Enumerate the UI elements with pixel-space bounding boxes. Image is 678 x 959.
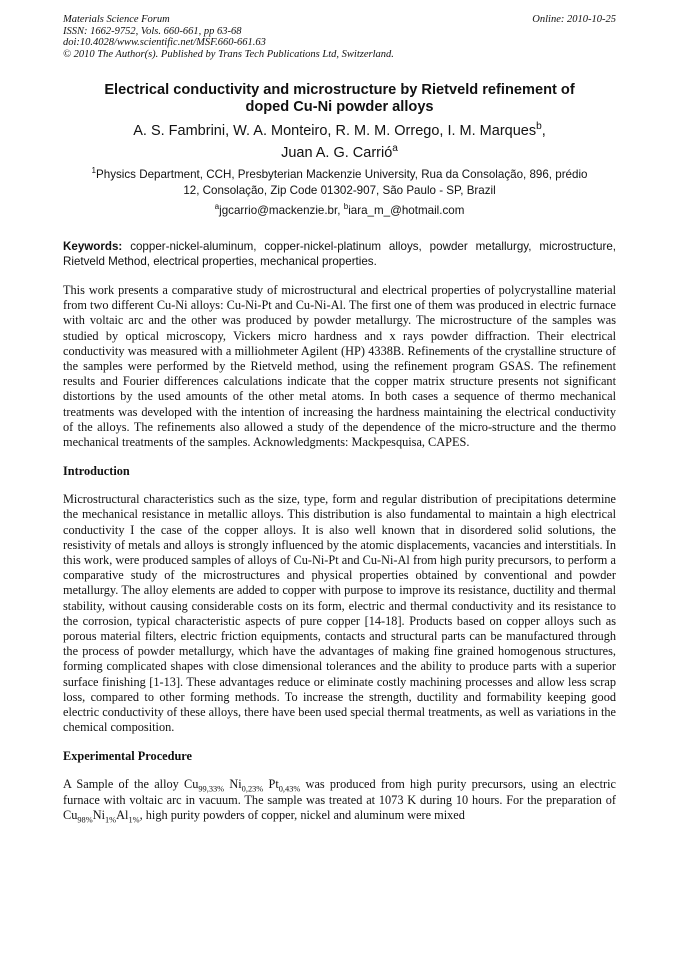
- doi-line: doi:10.4028/www.scientific.net/MSF.660-661.63: [63, 37, 266, 48]
- email-sup-a: a: [214, 202, 220, 212]
- email-b: iara_m_@hotmail.com: [348, 204, 465, 217]
- journal-header: [63, 14, 616, 60]
- keywords-text: copper-nickel-aluminum, copper-nickel-platinum alloys, powder metallurgy, microstructure, Rietveld Method, electrical properties, mechanical properties.: [63, 240, 616, 268]
- exp-sub-3: 0,43%: [278, 784, 301, 794]
- exp-text-4: was produced from high purity precursors, using an electric furnace with voltaic arc in vacuum. The sample was treated at 1073 K during 10 hours. For the preparation of Cu: [63, 777, 617, 822]
- issn-line: ISSN: 1662-9752, Vols. 660-661, pp 63-68: [63, 25, 242, 37]
- exp-text-5: Ni: [92, 807, 105, 822]
- introduction-paragraph: Microstructural characteristics such as the size, type, form and regular distribution of precipitations determine the mechanical resistance in metallic alloys. This distribution is also fundamental to maintain a high electrical conductivity I the case of the copper alloys. It is also well known that in disordered solid solutions, the resistivity of metals and alloys is strongly influenced by the atomic displacements, vacancies and interstitials. In this work, were produced samples of alloys of Cu-Ni-Pt and Cu-Ni-Al from high purity precursors, to perform a comparative study of the microstructures and physical properties obtained by conventional and powder metallurgy. The alloy elements are added to copper with purpose to improve its resistance, ductility and thermal stability, without causing considerable costs on its form, electric and thermal conductivity and its resistance to the corrosion, typical characteristic aspects of pure copper [14-18]. Products based on copper alloys such as porous material filters, electric friction equipments, contacts and structural parts can be manufactured through the process of powder metallurgy, which have the advantages of making fine grained homogenous structures, forming complicated shapes with close dimensional tolerances and the ability to produce parts with a superior surface finishing [1-13]. These advantages reduce or eliminate costly machining processes and allow less scrap loss, compared to other forming methods. To increase the strength, ductility and formability keeping good electric conductivity of these alloys, there have been used special thermal treatments, as well as variations in the chemical composition.: [63, 492, 616, 735]
- author-emails: [63, 203, 616, 219]
- paper-title: [63, 82, 616, 116]
- online-date: Online: 2010-10-25: [532, 14, 616, 25]
- title-line-1: Electrical conductivity and microstructure by Rietveld refinement of: [104, 82, 575, 98]
- keywords: [63, 239, 616, 269]
- title-line-2: doped Cu-Ni powder alloys: [245, 99, 434, 115]
- keywords-label: Keywords:: [63, 240, 123, 253]
- authors-names-1: A. S. Fambrini, W. A. Monteiro, R. M. M. Orrego, I. M. Marques: [133, 123, 537, 139]
- affiliation-line-2: 12, Consolação, Zip Code 01302-907, São Paulo - SP, Brazil: [183, 184, 496, 197]
- exp-text-3: Pt: [263, 777, 279, 792]
- exp-text-7: , high purity powders of copper, nickel and aluminum were mixed: [139, 807, 465, 822]
- affiliation: [63, 167, 616, 199]
- exp-sub-1: 99,33%: [198, 784, 225, 794]
- exp-sub-5: 1%: [105, 815, 117, 825]
- exp-text-1: A Sample of the alloy Cu: [63, 777, 199, 792]
- affiliation-sup: 1: [91, 166, 97, 176]
- authors-comma: ,: [541, 123, 546, 139]
- exp-sub-6: 1%: [128, 815, 140, 825]
- exp-sub-2: 0,23%: [241, 784, 264, 794]
- email-a: jgcarrio@mackenzie.br,: [219, 204, 341, 217]
- copyright-line: © 2010 The Author(s). Published by Trans Tech Publications Ltd, Switzerland.: [63, 48, 394, 60]
- abstract: This work presents a comparative study of microstructural and electrical properties of polycrystalline material from two different Cu-Ni alloys: Cu-Ni-Pt and Cu-Ni-Al. The first one of them was produced in electric furnace with voltaic arc and the other was produced by powder metallurgy. The microstructure of the samples was studied by optical microscopy, Vickers micro hardness and x rays powder diffraction. Their electrical conductivity was measured with a milliohmeter Agilent (HP) 4338B. Refinements of the crystalline structure of the samples were performed by the Rietveld method, using the refinement program GSAS. The refinement results and Fourier differences calculations indicate that the copper matrix structure presents not significant distortions by the used amounts of the other metal atoms. In both cases a sequence of thermo mechanical treatments was developed with the intention of increasing the hardness maintaining the electrical conductivity of the alloys. The refinements also allowed a study of the dependence of the micro-structure and the thermo mechanical treatments of the samples. Acknowledgments: Mackpesquisa, CAPES.: [63, 283, 616, 450]
- paper-page: [63, 14, 616, 823]
- experimental-paragraph: [63, 777, 616, 823]
- section-heading-introduction: Introduction: [63, 464, 130, 479]
- exp-sub-4: 98%: [77, 815, 93, 825]
- exp-text-2: Ni: [224, 777, 242, 792]
- exp-text-6: Al: [116, 807, 129, 822]
- author-sup-a: a: [392, 143, 398, 155]
- authors-names-2: Juan A. G. Carrió: [281, 145, 393, 161]
- affiliation-line-1: [63, 167, 616, 183]
- author-list: [63, 120, 616, 164]
- section-heading-experimental: Experimental Procedure: [63, 749, 192, 764]
- author-sup-b: b: [536, 121, 542, 133]
- email-sup-b: b: [343, 202, 349, 212]
- journal-name: Materials Science Forum: [63, 14, 170, 25]
- authors-line-2: [63, 142, 616, 164]
- authors-line-1: [63, 120, 616, 142]
- affiliation-text-1: Physics Department, CCH, Presbyterian Mackenzie University, Rua da Consolação, 896, prédio: [96, 168, 588, 181]
